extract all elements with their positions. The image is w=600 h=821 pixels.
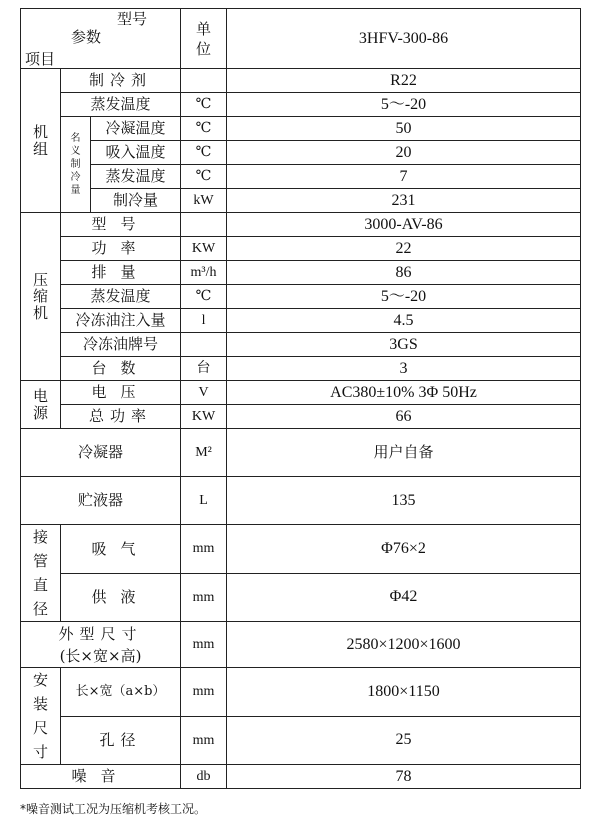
param-cell: 吸入温度 — [91, 141, 181, 165]
param-cell: 制冷剂 — [61, 69, 181, 93]
unit-cell: ℃ — [181, 117, 227, 141]
value-cell: AC380±10% 3Φ 50Hz — [227, 381, 581, 405]
pipe-section-label: 接管直径 — [21, 525, 61, 622]
value-cell: 20 — [227, 141, 581, 165]
item-header-label: 项目 — [25, 50, 56, 68]
param-cell: 制冷量 — [91, 189, 181, 213]
param-cell: 冷凝器 — [21, 429, 181, 477]
param-cell: 功率 — [61, 237, 181, 261]
table-row — [21, 93, 581, 117]
value-cell: 4.5 — [227, 309, 581, 333]
table-row — [21, 429, 581, 477]
header-row — [21, 9, 581, 69]
param-cell: 冷冻油牌号 — [61, 333, 181, 357]
unit-cell: mm — [181, 573, 227, 622]
value-cell: Φ76×2 — [227, 525, 581, 574]
unit-section-label: 机组 — [21, 69, 61, 213]
value-cell: 5～-20 — [227, 285, 581, 309]
table-row — [21, 69, 581, 93]
param-cell: 孔径 — [61, 716, 181, 765]
value-cell: 22 — [227, 237, 581, 261]
unit-cell: ℃ — [181, 141, 227, 165]
param-cell: 总功率 — [61, 405, 181, 429]
table-row — [21, 309, 581, 333]
table-row — [21, 525, 581, 574]
value-cell: 2580×1200×1600 — [227, 622, 581, 668]
unit-cell: KW — [181, 237, 227, 261]
value-cell: 50 — [227, 117, 581, 141]
unit-cell: l — [181, 309, 227, 333]
model-header-label: 型号 — [117, 10, 148, 28]
table-row — [21, 237, 581, 261]
param-header-label: 参数 — [71, 28, 102, 46]
param-cell: 长×宽（a×b） — [61, 668, 181, 717]
table-row — [21, 285, 581, 309]
unit-cell: ℃ — [181, 93, 227, 117]
value-cell: 231 — [227, 189, 581, 213]
model-value: 3HFV-300-86 — [227, 9, 581, 69]
unit-cell: m³/h — [181, 261, 227, 285]
table-row — [21, 405, 581, 429]
table-row — [21, 357, 581, 381]
param-cell: 供液 — [61, 573, 181, 622]
table-row — [21, 117, 581, 141]
table-row — [21, 716, 581, 765]
table-row — [21, 477, 581, 525]
value-cell: 66 — [227, 405, 581, 429]
value-cell: Φ42 — [227, 573, 581, 622]
value-cell: 135 — [227, 477, 581, 525]
unit-cell: db — [181, 765, 227, 789]
table-row — [21, 622, 581, 668]
unit-cell — [181, 69, 227, 93]
param-cell: 蒸发温度 — [91, 165, 181, 189]
param-cell: 型号 — [61, 213, 181, 237]
value-cell: 7 — [227, 165, 581, 189]
unit-cell: L — [181, 477, 227, 525]
value-cell: 86 — [227, 261, 581, 285]
power-section-label: 电源 — [21, 381, 61, 429]
param-cell: 蒸发温度 — [61, 285, 181, 309]
footnote: *噪音测试工况为压缩机考核工况。 — [20, 802, 207, 816]
param-cell: 台数 — [61, 357, 181, 381]
table-row — [21, 573, 581, 622]
value-cell: 3GS — [227, 333, 581, 357]
unit-cell: mm — [181, 622, 227, 668]
dimensions-sublabel: (长×宽×高) — [59, 646, 142, 665]
param-cell: 蒸发温度 — [61, 93, 181, 117]
table-row — [21, 261, 581, 285]
value-cell: 78 — [227, 765, 581, 789]
unit-cell — [181, 333, 227, 357]
compressor-section-label: 压缩机 — [21, 213, 61, 381]
value-cell: 1800×1150 — [227, 668, 581, 717]
param-cell: 排量 — [61, 261, 181, 285]
unit-cell: mm — [181, 525, 227, 574]
value-cell: 3 — [227, 357, 581, 381]
table-row — [21, 165, 581, 189]
unit-cell — [181, 213, 227, 237]
table-row — [21, 381, 581, 405]
unit-cell: V — [181, 381, 227, 405]
rated-capacity-label: 名义制冷量 — [61, 117, 91, 213]
unit-cell: ℃ — [181, 285, 227, 309]
table-row — [21, 189, 581, 213]
header-diagonal-cell — [21, 9, 181, 69]
value-cell: R22 — [227, 69, 581, 93]
dimensions-label: 外型尺寸 — [58, 624, 143, 643]
unit-cell: 台 — [181, 357, 227, 381]
value-cell: 5～-20 — [227, 93, 581, 117]
param-cell: 电压 — [61, 381, 181, 405]
install-section-label: 安装尺寸 — [21, 668, 61, 765]
unit-cell: M² — [181, 429, 227, 477]
value-cell: 25 — [227, 716, 581, 765]
dimensions-param-cell — [21, 622, 181, 668]
unit-cell: ℃ — [181, 165, 227, 189]
param-cell: 冷凝温度 — [91, 117, 181, 141]
table-row — [21, 668, 581, 717]
param-cell: 吸气 — [61, 525, 181, 574]
value-cell: 3000-AV-86 — [227, 213, 581, 237]
unit-cell: KW — [181, 405, 227, 429]
table-row — [21, 765, 581, 789]
unit-cell: mm — [181, 716, 227, 765]
table-row — [21, 333, 581, 357]
spec-table — [20, 8, 581, 789]
param-cell: 噪音 — [21, 765, 181, 789]
value-cell: 用户自备 — [227, 429, 581, 477]
unit-cell: kW — [181, 189, 227, 213]
table-row — [21, 141, 581, 165]
table-row — [21, 213, 581, 237]
unit-cell: mm — [181, 668, 227, 717]
param-cell: 冷冻油注入量 — [61, 309, 181, 333]
param-cell: 贮液器 — [21, 477, 181, 525]
unit-header-label: 单位 — [181, 9, 227, 69]
